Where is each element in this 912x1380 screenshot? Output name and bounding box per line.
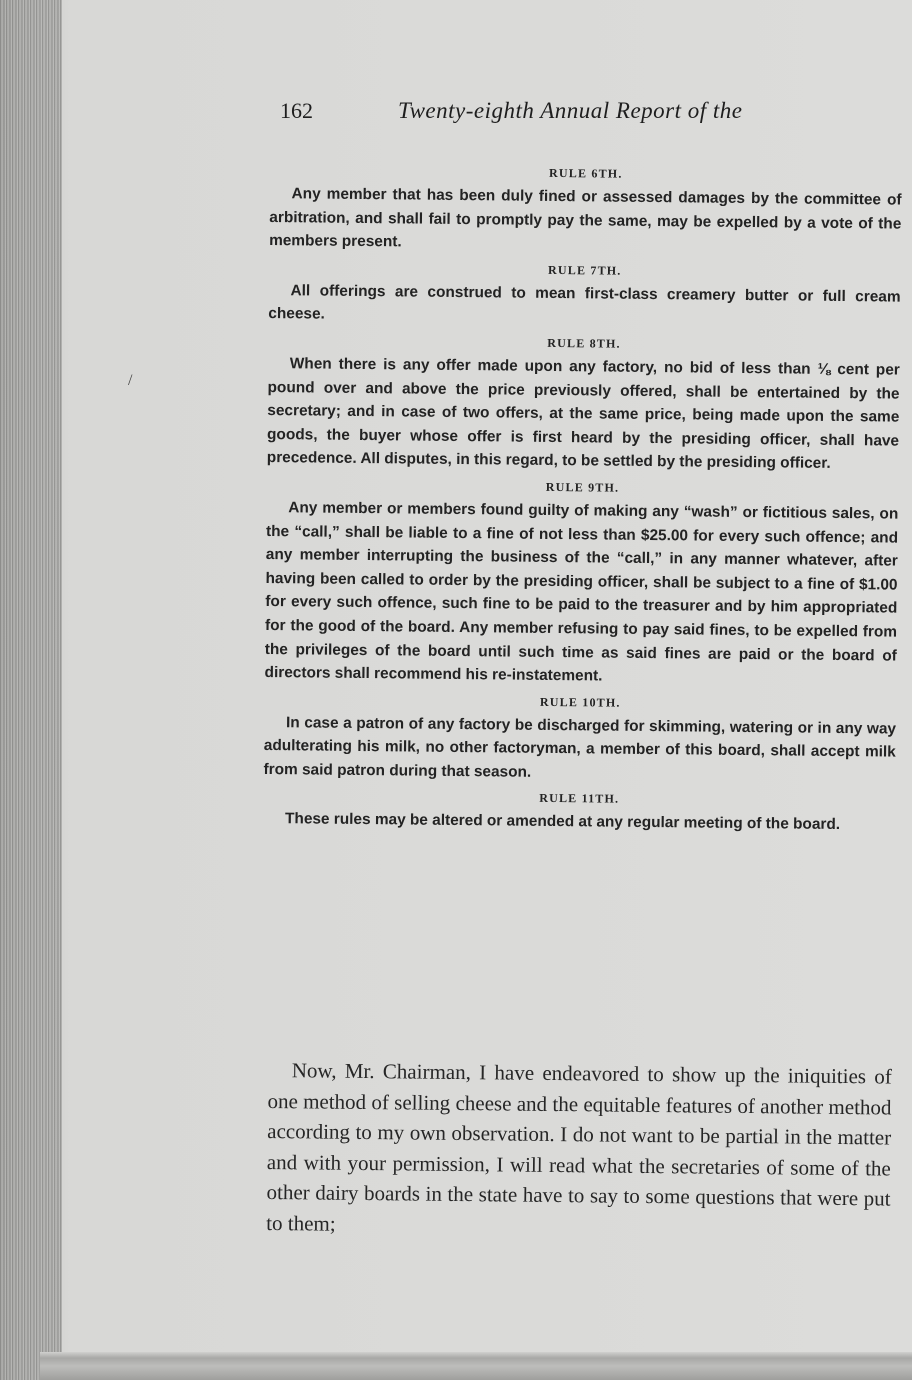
stray-mark: /: [128, 372, 133, 389]
rule-text: Any member that has been duly fined or assessed damages by the committee of arbitration, and shall fail to promptly pay the same, may be expelled by a vote of the members present.: [269, 185, 902, 251]
closing-paragraph: Now, Mr. Chairman, I have endeavored to show up the iniquities of one method of selling cheese and the equitable features of another method according to my own observation. I do not want to be partial in the matter and with your permission, I will read what the secretaries of some of the other dairy boards in the state have to say to some questions that were put to them;: [266, 1058, 892, 1236]
rule-heading: RULE 9TH.: [545, 479, 620, 495]
rule-text: These rules may be altered or amended at any regular meeting of the board.: [284, 810, 841, 834]
rule-heading: RULE 7TH.: [548, 262, 622, 278]
book-binding-edge: [0, 0, 62, 1380]
rule-heading: RULE 6TH.: [549, 165, 623, 181]
rule-heading: RULE 10TH.: [539, 694, 621, 710]
page-header: [280, 98, 840, 138]
page-bottom-edge: [40, 1352, 912, 1380]
rule-text: Any member or members found guilty of making any “wash” or fictitious sales, on the “call,” shall be liable to a fine of not less than $25.00 for every such offence; and any member interrupting the business of the “call,” in any manner whatever, after having been called to order by the presiding officer, shall be subject to a fine of $1.00 for every such offence, such fine to be paid to the treasurer and by him appropriated for the good of the board. Any member refusing to pay said fines, to be expelled from the privileges of the board until such time as said fines are paid or the board of directors shall recommend his re-instatement.: [264, 499, 899, 685]
rule-text: All offerings are construed to mean first-class creamery butter or full cream cheese.: [268, 282, 901, 323]
running-title: Twenty-eighth Annual Report of the: [398, 98, 743, 123]
page-number: 162: [280, 98, 313, 123]
rule-heading: RULE 11TH.: [539, 791, 620, 807]
rules-section: [263, 156, 902, 838]
rule-text: In case a patron of any factory be discharged for skimming, watering or in any way adulterating his milk, no other factoryman, a member of this board, shall accept milk from said patron during that season.: [263, 713, 897, 781]
rule-heading: RULE 8TH.: [547, 335, 621, 351]
rule-text: When there is any offer made upon any factory, no bid of less than ⅛ cent per pound over and above the price previously offered, shall be entertained by the secretary; and in case of two offers, at the same price, being made upon the same goods, the buyer whose offer is first heard by the presiding officer, shall have precedence. All disputes, in this regard, to be settled by the presiding officer.: [266, 355, 900, 473]
